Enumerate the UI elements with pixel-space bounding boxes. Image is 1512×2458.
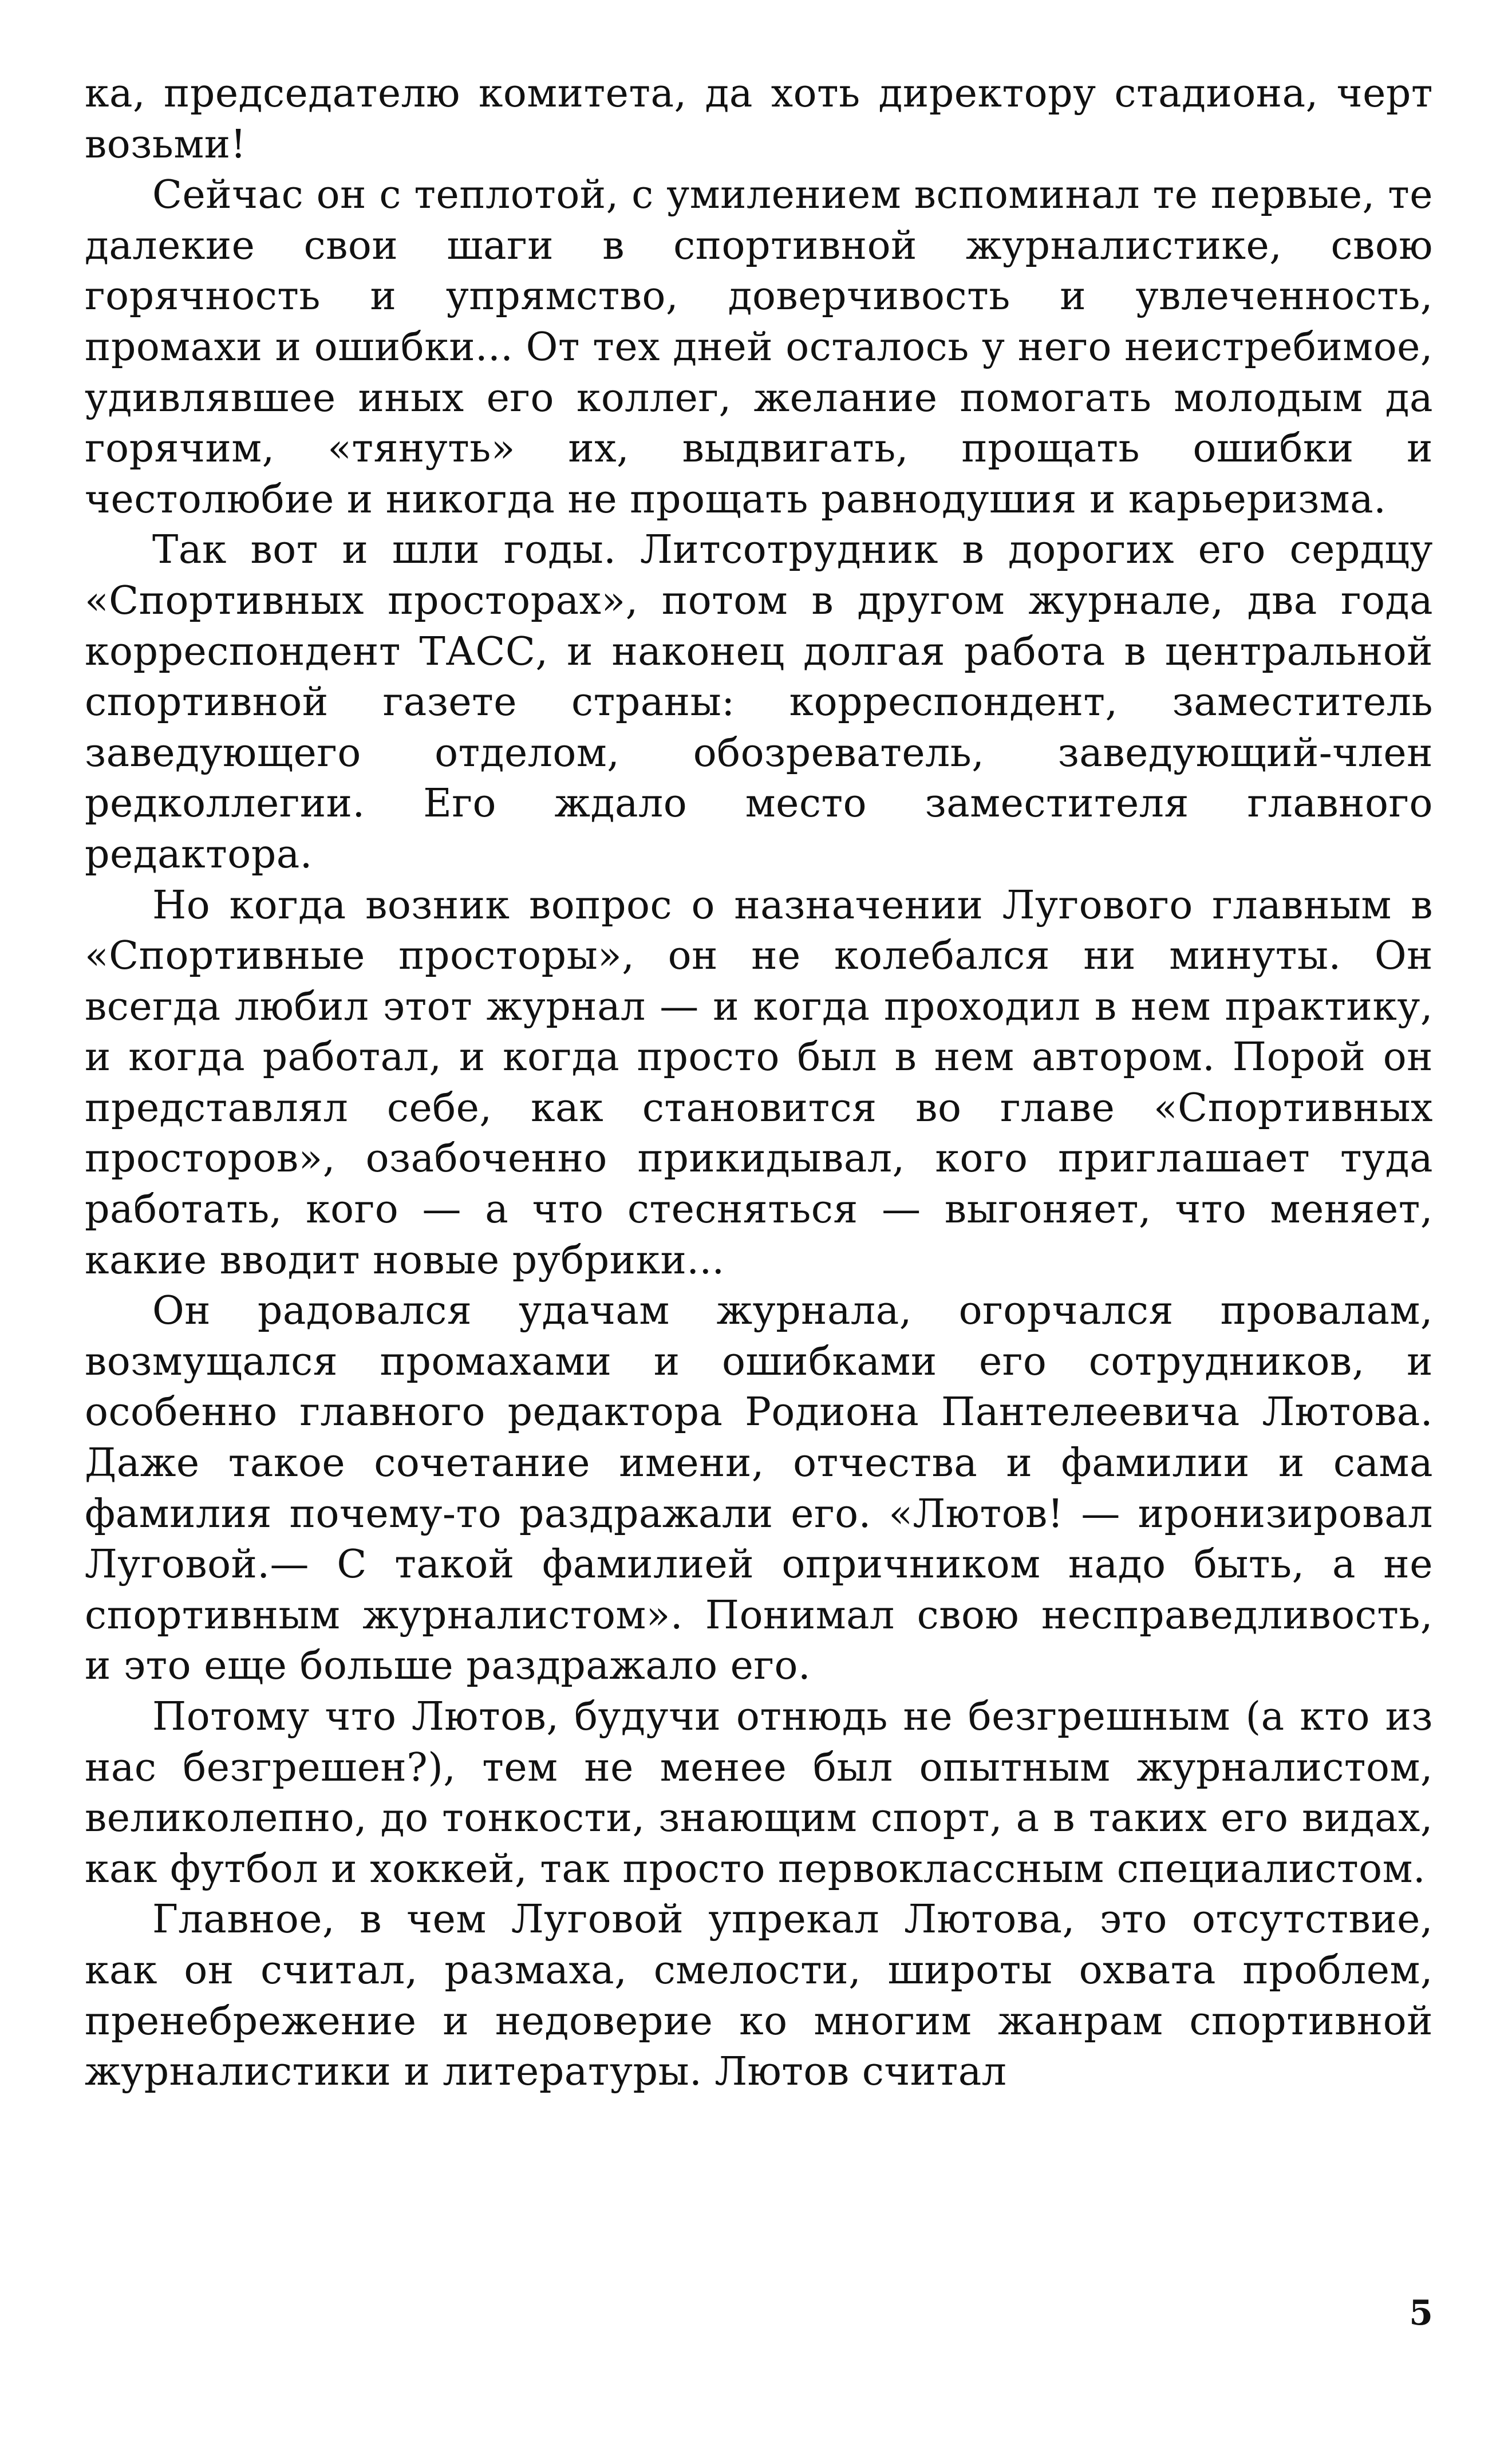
paragraph-2: Сейчас он с теплотой, с умилением вспоминал те первые, те далекие свои шаги в спортивной журналистике, свою горячность и упрямство, доверчивость и увлеченность, промахи и ошибки... От тех дней осталось у него неистребимое, удивлявшее иных его коллег, желание помогать молодым да горячим, «тянуть» их, выдвигать, прощать ошибки и честолюбие и никогда не прощать равнодушия и карьеризма. (85, 172, 1433, 522)
body-text (85, 69, 1433, 2098)
paragraph-5: Он радовался удачам журнала, огорчался провалам, возмущался промахами и ошибками его сотрудников, и особенно главного редактора Родиона Пантелеевича Лютова. Даже такое сочетание имени, отчества и фамилии и сама фамилия почему-то раздражали его. «Лютов! — иронизировал Луговой.— С такой фамилией опричником надо быть, а не спортивным журналистом». Понимал свою несправедливость, и это еще больше раздражало его. (85, 1288, 1433, 1689)
paragraph-1: ка, председателю комитета, да хоть директору стадиона, черт возьми! (85, 71, 1433, 167)
paragraph-6: Потому что Лютов, будучи отнюдь не безгрешным (а кто из нас безгрешен?), тем не менее был опытным журналистом, великолепно, до тонкости, знающим спорт, а в таких его видах, как футбол и хоккей, так просто первоклассным специалистом. (85, 1694, 1433, 1892)
paragraph-7: Главное, в чем Луговой упрекал Лютова, это отсутствие, как он считал, размаха, смелости, широты охвата проблем, пренебрежение и недоверие ко многим жанрам спортивной журналистики и литературы. Лютов считал (85, 1897, 1433, 2095)
paragraph-3: Так вот и шли годы. Литсотрудник в дорогих его сердцу «Спортивных просторах», потом в другом журнале, два года корреспондент ТАСС, и наконец долгая работа в центральной спортивной газете страны: корреспондент, заместитель заведующего отделом, обозреватель, заведующий-член редколлегии. Его ждало место заместителя главного редактора. (85, 527, 1433, 877)
book-page (85, 69, 1433, 2416)
page-number: 5 (1409, 2293, 1433, 2333)
paragraph-4: Но когда возник вопрос о назначении Лугового главным в «Спортивные просторы», он не колебался ни минуты. Он всегда любил этот журнал — и когда проходил в нем практику, и когда работал, и когда просто был в нем автором. Порой он представлял себе, как становится во главе «Спортивных просторов», озабоченно прикидывал, кого приглашает туда работать, кого — а что стесняться — выгоняет, что меняет, какие вводит новые рубрики... (85, 882, 1433, 1283)
